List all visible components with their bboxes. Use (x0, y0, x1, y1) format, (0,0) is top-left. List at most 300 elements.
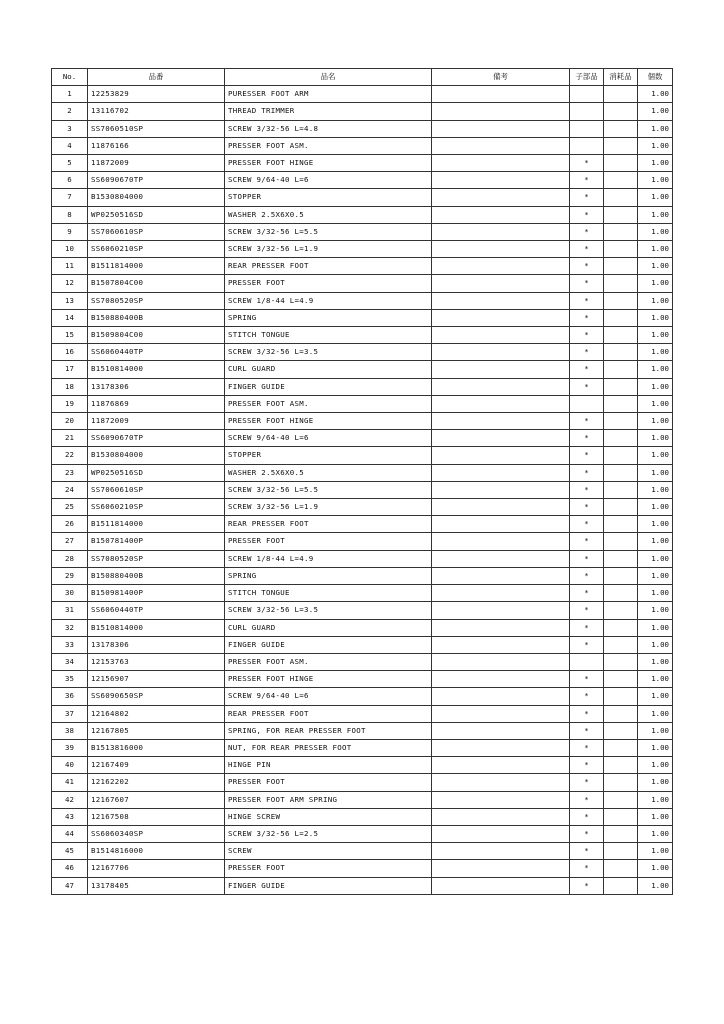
quantity: 1.00 (638, 739, 673, 756)
part-number: SS7060610SP (88, 481, 225, 498)
remarks (432, 189, 570, 206)
quantity: 1.00 (638, 757, 673, 774)
part-name: WASHER 2.5X6X0.5 (225, 206, 432, 223)
remarks (432, 791, 570, 808)
row-number: 45 (52, 843, 88, 860)
quantity: 1.00 (638, 206, 673, 223)
table-row (52, 137, 673, 154)
part-name: PRESSER FOOT HINGE (225, 413, 432, 430)
remarks (432, 722, 570, 739)
consumable-mark (604, 172, 638, 189)
part-number: B1511814000 (88, 258, 225, 275)
row-number: 3 (52, 120, 88, 137)
consumable-mark (604, 636, 638, 653)
quantity: 1.00 (638, 808, 673, 825)
part-number: 12156907 (88, 671, 225, 688)
sub-part-mark: * (570, 705, 604, 722)
part-number: 12167409 (88, 757, 225, 774)
quantity: 1.00 (638, 533, 673, 550)
remarks (432, 223, 570, 240)
consumable-mark (604, 757, 638, 774)
row-number: 47 (52, 877, 88, 894)
table-row (52, 739, 673, 756)
table-row (52, 292, 673, 309)
part-name: SCREW 3/32-56 L=1.9 (225, 499, 432, 516)
quantity: 1.00 (638, 516, 673, 533)
part-number: B150781400P (88, 533, 225, 550)
row-number: 9 (52, 223, 88, 240)
part-number: 11876869 (88, 395, 225, 412)
table-row (52, 619, 673, 636)
quantity: 1.00 (638, 86, 673, 103)
part-name: SCREW 3/32-56 L=3.5 (225, 602, 432, 619)
table-row (52, 258, 673, 275)
sub-part-mark (570, 395, 604, 412)
part-number: SS7080520SP (88, 292, 225, 309)
part-name: PRESSER FOOT HINGE (225, 155, 432, 172)
quantity: 1.00 (638, 825, 673, 842)
sub-part-mark: * (570, 172, 604, 189)
part-name: FINGER GUIDE (225, 378, 432, 395)
sub-part-mark: * (570, 344, 604, 361)
quantity: 1.00 (638, 344, 673, 361)
quantity: 1.00 (638, 103, 673, 120)
part-name: SCREW 1/8-44 L=4.9 (225, 550, 432, 567)
consumable-mark (604, 808, 638, 825)
sub-part-mark: * (570, 499, 604, 516)
remarks (432, 636, 570, 653)
part-name: REAR PRESSER FOOT (225, 516, 432, 533)
row-number: 17 (52, 361, 88, 378)
part-name: PRESSER FOOT ASM. (225, 395, 432, 412)
header-remarks: 備考 (432, 69, 570, 86)
quantity: 1.00 (638, 688, 673, 705)
row-number: 31 (52, 602, 88, 619)
quantity: 1.00 (638, 481, 673, 498)
table-row (52, 808, 673, 825)
quantity: 1.00 (638, 567, 673, 584)
part-number: B1513816000 (88, 739, 225, 756)
consumable-mark (604, 223, 638, 240)
part-name: SCREW 3/32-56 L=5.5 (225, 481, 432, 498)
quantity: 1.00 (638, 499, 673, 516)
consumable-mark (604, 120, 638, 137)
header-part-name: 品名 (225, 69, 432, 86)
sub-part-mark: * (570, 292, 604, 309)
part-number: SS7060610SP (88, 223, 225, 240)
table-row (52, 585, 673, 602)
sub-part-mark: * (570, 447, 604, 464)
part-number: 11872009 (88, 155, 225, 172)
table-row (52, 481, 673, 498)
part-number: B1530804000 (88, 447, 225, 464)
quantity: 1.00 (638, 413, 673, 430)
row-number: 32 (52, 619, 88, 636)
remarks (432, 292, 570, 309)
table-row (52, 172, 673, 189)
quantity: 1.00 (638, 275, 673, 292)
row-number: 23 (52, 464, 88, 481)
part-name: PRESSER FOOT ASM. (225, 653, 432, 670)
part-name: WASHER 2.5X6X0.5 (225, 464, 432, 481)
row-number: 44 (52, 825, 88, 842)
remarks (432, 481, 570, 498)
part-number: SS6060210SP (88, 499, 225, 516)
sub-part-mark: * (570, 671, 604, 688)
part-name: SPRING (225, 567, 432, 584)
consumable-mark (604, 567, 638, 584)
part-number: B1507804C00 (88, 275, 225, 292)
part-name: FINGER GUIDE (225, 636, 432, 653)
part-name: PRESSER FOOT ASM. (225, 137, 432, 154)
table-body (52, 86, 673, 895)
consumable-mark (604, 206, 638, 223)
row-number: 2 (52, 103, 88, 120)
sub-part-mark: * (570, 585, 604, 602)
row-number: 34 (52, 653, 88, 670)
sub-part-mark (570, 137, 604, 154)
part-name: NUT, FOR REAR PRESSER FOOT (225, 739, 432, 756)
part-name: STITCH TONGUE (225, 585, 432, 602)
sub-part-mark: * (570, 602, 604, 619)
remarks (432, 688, 570, 705)
row-number: 37 (52, 705, 88, 722)
remarks (432, 275, 570, 292)
row-number: 11 (52, 258, 88, 275)
quantity: 1.00 (638, 258, 673, 275)
sub-part-mark: * (570, 258, 604, 275)
part-name: REAR PRESSER FOOT (225, 258, 432, 275)
part-number: 12153763 (88, 653, 225, 670)
part-number: WP0250516SD (88, 464, 225, 481)
consumable-mark (604, 413, 638, 430)
part-name: PRESSER FOOT (225, 774, 432, 791)
header-quantity: 個数 (638, 69, 673, 86)
part-number: B1510814000 (88, 619, 225, 636)
quantity: 1.00 (638, 309, 673, 326)
consumable-mark (604, 241, 638, 258)
table-row (52, 189, 673, 206)
sub-part-mark (570, 120, 604, 137)
consumable-mark (604, 499, 638, 516)
remarks (432, 585, 570, 602)
part-name: FINGER GUIDE (225, 877, 432, 894)
row-number: 26 (52, 516, 88, 533)
consumable-mark (604, 481, 638, 498)
row-number: 40 (52, 757, 88, 774)
table-row (52, 206, 673, 223)
consumable-mark (604, 585, 638, 602)
consumable-mark (604, 103, 638, 120)
quantity: 1.00 (638, 636, 673, 653)
row-number: 8 (52, 206, 88, 223)
part-number: 11876166 (88, 137, 225, 154)
row-number: 25 (52, 499, 88, 516)
sub-part-mark: * (570, 567, 604, 584)
remarks (432, 155, 570, 172)
part-number: B1510814000 (88, 361, 225, 378)
parts-list-table (51, 68, 673, 895)
remarks (432, 533, 570, 550)
quantity: 1.00 (638, 137, 673, 154)
sub-part-mark: * (570, 430, 604, 447)
part-name: SPRING (225, 309, 432, 326)
remarks (432, 241, 570, 258)
part-number: 12253829 (88, 86, 225, 103)
row-number: 21 (52, 430, 88, 447)
row-number: 27 (52, 533, 88, 550)
row-number: 7 (52, 189, 88, 206)
part-number: 12167508 (88, 808, 225, 825)
part-number: SS6090670TP (88, 172, 225, 189)
remarks (432, 567, 570, 584)
table-row (52, 464, 673, 481)
remarks (432, 705, 570, 722)
table-row (52, 791, 673, 808)
consumable-mark (604, 516, 638, 533)
consumable-mark (604, 602, 638, 619)
table-row (52, 688, 673, 705)
consumable-mark (604, 688, 638, 705)
consumable-mark (604, 550, 638, 567)
sub-part-mark: * (570, 774, 604, 791)
table-row (52, 774, 673, 791)
remarks (432, 739, 570, 756)
remarks (432, 757, 570, 774)
table-row (52, 705, 673, 722)
sub-part-mark: * (570, 550, 604, 567)
table-row (52, 309, 673, 326)
remarks (432, 516, 570, 533)
part-number: B1514816000 (88, 843, 225, 860)
row-number: 4 (52, 137, 88, 154)
consumable-mark (604, 189, 638, 206)
part-number: 13178306 (88, 378, 225, 395)
part-name: THREAD TRIMMER (225, 103, 432, 120)
part-name: HINGE SCREW (225, 808, 432, 825)
header-sub-part: 子部品 (570, 69, 604, 86)
part-number: 13178405 (88, 877, 225, 894)
part-name: SCREW 9/64-40 L=6 (225, 688, 432, 705)
remarks (432, 327, 570, 344)
table-header-row (52, 69, 673, 86)
part-name: PURESSER FOOT ARM (225, 86, 432, 103)
part-name: STOPPER (225, 447, 432, 464)
table-row (52, 430, 673, 447)
consumable-mark (604, 722, 638, 739)
part-number: B1511814000 (88, 516, 225, 533)
consumable-mark (604, 309, 638, 326)
remarks (432, 619, 570, 636)
row-number: 6 (52, 172, 88, 189)
table-row (52, 516, 673, 533)
part-name: SCREW 3/32-56 L=4.8 (225, 120, 432, 137)
table-row (52, 395, 673, 412)
table-row (52, 447, 673, 464)
remarks (432, 808, 570, 825)
table-row (52, 550, 673, 567)
sub-part-mark: * (570, 636, 604, 653)
row-number: 13 (52, 292, 88, 309)
remarks (432, 206, 570, 223)
row-number: 43 (52, 808, 88, 825)
table-row (52, 636, 673, 653)
table-row (52, 378, 673, 395)
row-number: 29 (52, 567, 88, 584)
quantity: 1.00 (638, 241, 673, 258)
sub-part-mark: * (570, 757, 604, 774)
table-row (52, 413, 673, 430)
sub-part-mark: * (570, 464, 604, 481)
sub-part-mark: * (570, 155, 604, 172)
remarks (432, 447, 570, 464)
sub-part-mark: * (570, 739, 604, 756)
table-row (52, 361, 673, 378)
part-name: REAR PRESSER FOOT (225, 705, 432, 722)
sub-part-mark: * (570, 791, 604, 808)
remarks (432, 120, 570, 137)
consumable-mark (604, 860, 638, 877)
part-name: SCREW 3/32-56 L=5.5 (225, 223, 432, 240)
quantity: 1.00 (638, 447, 673, 464)
part-number: 12167706 (88, 860, 225, 877)
consumable-mark (604, 464, 638, 481)
part-number: SS6090670TP (88, 430, 225, 447)
part-name: STITCH TONGUE (225, 327, 432, 344)
part-name: SCREW 3/32-56 L=3.5 (225, 344, 432, 361)
row-number: 39 (52, 739, 88, 756)
remarks (432, 395, 570, 412)
row-number: 12 (52, 275, 88, 292)
row-number: 20 (52, 413, 88, 430)
part-number: 12167607 (88, 791, 225, 808)
row-number: 22 (52, 447, 88, 464)
quantity: 1.00 (638, 791, 673, 808)
part-number: WP0250516SD (88, 206, 225, 223)
quantity: 1.00 (638, 378, 673, 395)
part-name: PRESSER FOOT ARM SPRING (225, 791, 432, 808)
row-number: 41 (52, 774, 88, 791)
table-row (52, 120, 673, 137)
consumable-mark (604, 155, 638, 172)
quantity: 1.00 (638, 585, 673, 602)
part-number: SS6060440TP (88, 344, 225, 361)
remarks (432, 860, 570, 877)
row-number: 5 (52, 155, 88, 172)
consumable-mark (604, 327, 638, 344)
row-number: 42 (52, 791, 88, 808)
header-consumable: 消耗品 (604, 69, 638, 86)
row-number: 10 (52, 241, 88, 258)
row-number: 15 (52, 327, 88, 344)
consumable-mark (604, 739, 638, 756)
table-row (52, 103, 673, 120)
quantity: 1.00 (638, 877, 673, 894)
part-number: B150880400B (88, 309, 225, 326)
table-row (52, 860, 673, 877)
row-number: 36 (52, 688, 88, 705)
header-no: No. (52, 69, 88, 86)
consumable-mark (604, 791, 638, 808)
part-number: 12167805 (88, 722, 225, 739)
part-name: CURL GUARD (225, 361, 432, 378)
consumable-mark (604, 653, 638, 670)
table-row (52, 722, 673, 739)
part-name: SCREW 1/8-44 L=4.9 (225, 292, 432, 309)
part-name: SCREW 3/32-56 L=1.9 (225, 241, 432, 258)
consumable-mark (604, 395, 638, 412)
consumable-mark (604, 774, 638, 791)
consumable-mark (604, 292, 638, 309)
table-row (52, 825, 673, 842)
part-number: SS7060510SP (88, 120, 225, 137)
quantity: 1.00 (638, 292, 673, 309)
quantity: 1.00 (638, 860, 673, 877)
sub-part-mark: * (570, 241, 604, 258)
row-number: 46 (52, 860, 88, 877)
quantity: 1.00 (638, 722, 673, 739)
sub-part-mark: * (570, 843, 604, 860)
table-row (52, 653, 673, 670)
sub-part-mark: * (570, 361, 604, 378)
table-row (52, 602, 673, 619)
part-name: STOPPER (225, 189, 432, 206)
consumable-mark (604, 86, 638, 103)
table-row (52, 671, 673, 688)
row-number: 38 (52, 722, 88, 739)
sub-part-mark (570, 103, 604, 120)
row-number: 35 (52, 671, 88, 688)
row-number: 16 (52, 344, 88, 361)
quantity: 1.00 (638, 619, 673, 636)
consumable-mark (604, 258, 638, 275)
part-name: SCREW 9/64-40 L=6 (225, 430, 432, 447)
quantity: 1.00 (638, 671, 673, 688)
consumable-mark (604, 361, 638, 378)
sub-part-mark: * (570, 223, 604, 240)
quantity: 1.00 (638, 464, 673, 481)
part-name: HINGE PIN (225, 757, 432, 774)
sub-part-mark: * (570, 688, 604, 705)
remarks (432, 344, 570, 361)
quantity: 1.00 (638, 602, 673, 619)
row-number: 28 (52, 550, 88, 567)
part-name: SPRING, FOR REAR PRESSER FOOT (225, 722, 432, 739)
sub-part-mark: * (570, 481, 604, 498)
remarks (432, 137, 570, 154)
sub-part-mark: * (570, 413, 604, 430)
part-number: B150981400P (88, 585, 225, 602)
sub-part-mark (570, 653, 604, 670)
remarks (432, 378, 570, 395)
part-number: 12164802 (88, 705, 225, 722)
remarks (432, 550, 570, 567)
consumable-mark (604, 378, 638, 395)
remarks (432, 825, 570, 842)
quantity: 1.00 (638, 189, 673, 206)
quantity: 1.00 (638, 430, 673, 447)
remarks (432, 671, 570, 688)
quantity: 1.00 (638, 327, 673, 344)
part-name: CURL GUARD (225, 619, 432, 636)
quantity: 1.00 (638, 843, 673, 860)
quantity: 1.00 (638, 120, 673, 137)
remarks (432, 843, 570, 860)
part-name: PRESSER FOOT HINGE (225, 671, 432, 688)
sub-part-mark: * (570, 808, 604, 825)
consumable-mark (604, 705, 638, 722)
consumable-mark (604, 533, 638, 550)
